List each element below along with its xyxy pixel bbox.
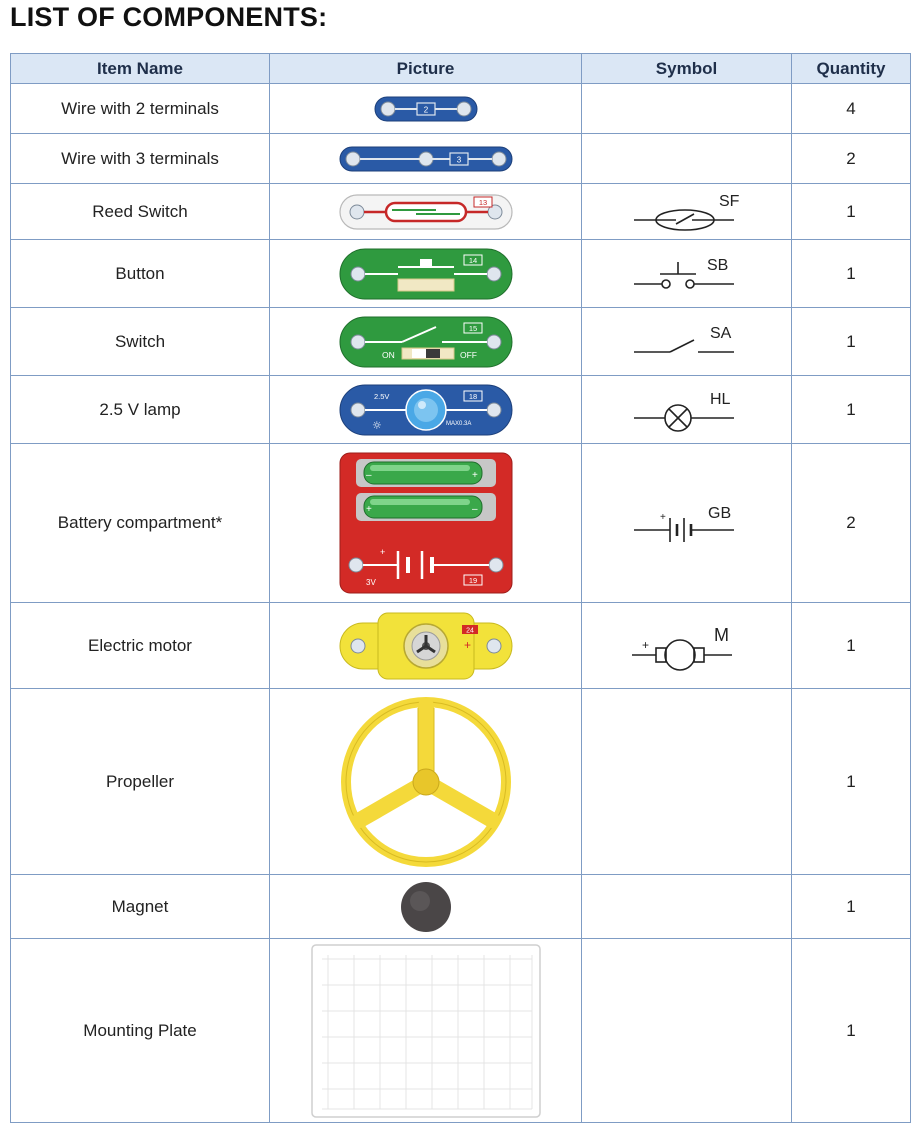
symbol-cell — [582, 875, 792, 939]
switch-symbol-icon — [622, 320, 752, 364]
quantity-cell: 1 — [792, 875, 911, 939]
picture-cell — [270, 939, 582, 1123]
table-row — [11, 875, 911, 939]
picture-cell — [270, 240, 582, 308]
symbol-cell — [582, 184, 792, 240]
switch-off-label: OFF — [459, 349, 477, 360]
table-row — [11, 184, 911, 240]
svg-text:–: – — [365, 470, 372, 481]
symbol-designator: SF — [718, 192, 739, 210]
quantity-cell: 1 — [792, 308, 911, 376]
picture-cell — [270, 875, 582, 939]
svg-text:+: + — [365, 504, 372, 515]
item-name-cell: Battery compartment* — [11, 444, 270, 603]
item-name-cell: Switch — [11, 308, 270, 376]
symbol-cell — [582, 689, 792, 875]
picture-cell — [270, 444, 582, 603]
header-quantity: Quantity — [792, 54, 911, 84]
table-row — [11, 689, 911, 875]
picture-cell — [270, 84, 582, 134]
quantity-cell: 2 — [792, 134, 911, 184]
battery-symbol-icon — [622, 498, 752, 548]
item-name-cell: Propeller — [11, 689, 270, 875]
item-name-cell: Wire with 3 terminals — [11, 134, 270, 184]
battery-compartment-icon — [336, 449, 516, 597]
header-symbol: Symbol — [582, 54, 792, 84]
part-number-label: 14 — [468, 255, 477, 265]
quantity-cell: 4 — [792, 84, 911, 134]
reed-switch-icon — [336, 189, 516, 235]
item-name-cell: Magnet — [11, 875, 270, 939]
symbol-designator: SB — [706, 256, 728, 274]
table-header-row — [11, 54, 911, 84]
header-item-name: Item Name — [11, 54, 270, 84]
quantity-cell: 1 — [792, 240, 911, 308]
battery-voltage-label: 3V — [365, 578, 376, 587]
quantity-cell: 1 — [792, 184, 911, 240]
table-row — [11, 939, 911, 1123]
picture-cell — [270, 134, 582, 184]
item-name-cell: Button — [11, 240, 270, 308]
part-number-label: 2 — [423, 105, 428, 114]
svg-text:+: + — [379, 547, 385, 557]
picture-cell — [270, 308, 582, 376]
symbol-cell — [582, 444, 792, 603]
item-name-cell: Wire with 2 terminals — [11, 84, 270, 134]
wire-2-terminals-icon — [371, 91, 481, 127]
table-row — [11, 376, 911, 444]
table-row — [11, 444, 911, 603]
table-row — [11, 134, 911, 184]
symbol-cell — [582, 308, 792, 376]
quantity-cell: 2 — [792, 444, 911, 603]
svg-text:–: – — [471, 504, 478, 515]
item-name-cell: Electric motor — [11, 603, 270, 689]
table-row — [11, 84, 911, 134]
quantity-cell: 1 — [792, 939, 911, 1123]
quantity-cell: 1 — [792, 376, 911, 444]
magnet-icon — [398, 879, 454, 935]
switch-on-label: ON — [381, 349, 395, 360]
svg-text:+: + — [463, 637, 471, 652]
components-table — [10, 53, 911, 1123]
symbol-cell — [582, 240, 792, 308]
lamp-icon — [336, 381, 516, 439]
picture-cell — [270, 376, 582, 444]
picture-cell — [270, 184, 582, 240]
quantity-cell: 1 — [792, 603, 911, 689]
wire-3-terminals-icon — [336, 141, 516, 177]
item-name-cell: Mounting Plate — [11, 939, 270, 1123]
symbol-cell — [582, 84, 792, 134]
quantity-cell: 1 — [792, 689, 911, 875]
part-number-label: 24 — [465, 627, 474, 634]
propeller-icon — [338, 694, 514, 870]
page-title: LIST OF COMPONENTS: — [10, 2, 328, 32]
part-number-label: 18 — [468, 391, 477, 401]
header-picture: Picture — [270, 54, 582, 84]
symbol-designator: GB — [707, 505, 731, 522]
lamp-symbol-icon — [622, 388, 752, 432]
part-number-label: 3 — [456, 155, 461, 164]
symbol-designator: HL — [709, 390, 730, 408]
push-button-symbol-icon — [622, 252, 752, 296]
item-name-cell: Reed Switch — [11, 184, 270, 240]
sun-icon: ☼ — [371, 418, 382, 432]
push-button-icon — [336, 245, 516, 303]
symbol-designator: SA — [709, 324, 731, 342]
symbol-designator: M — [713, 624, 729, 645]
picture-cell — [270, 603, 582, 689]
svg-text:+: + — [659, 512, 666, 523]
picture-cell — [270, 689, 582, 875]
lamp-voltage-label: 2.5V — [373, 391, 389, 401]
slide-switch-icon — [336, 313, 516, 371]
symbol-cell — [582, 603, 792, 689]
motor-icon — [336, 609, 516, 683]
symbol-cell — [582, 376, 792, 444]
svg-text:+: + — [641, 637, 649, 652]
lamp-max-current-label: MAX0.3A — [445, 420, 471, 427]
symbol-cell — [582, 939, 792, 1123]
table-row — [11, 603, 911, 689]
mounting-plate-icon — [310, 943, 542, 1119]
part-number-label: 19 — [468, 576, 477, 585]
table-row — [11, 240, 911, 308]
part-number-label: 15 — [468, 323, 477, 333]
reed-switch-symbol-icon — [622, 190, 752, 234]
svg-text:+: + — [471, 470, 478, 481]
motor-symbol-icon — [622, 619, 752, 673]
item-name-cell: 2.5 V lamp — [11, 376, 270, 444]
table-row — [11, 308, 911, 376]
part-number-label: 13 — [478, 197, 487, 207]
symbol-cell — [582, 134, 792, 184]
